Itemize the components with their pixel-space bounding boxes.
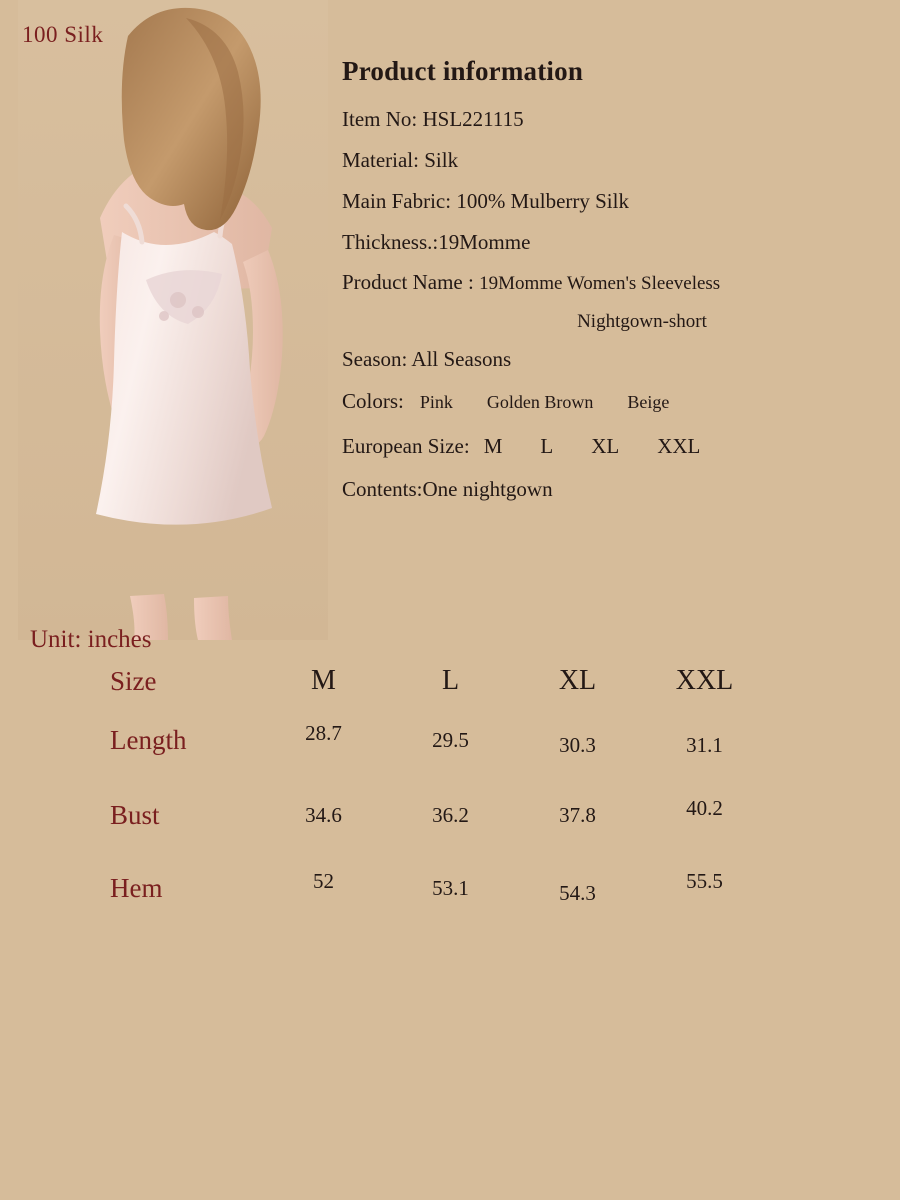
contents-label: Contents: [342,476,423,501]
length-l: 29.5 [432,728,469,752]
thickness-value: .:19Momme [427,230,531,255]
column-header-xl: XL [558,665,597,696]
hem-xxl: 55.5 [686,869,723,893]
material-line [342,148,882,172]
european-size-row [342,434,882,459]
product-name-value-second-line: Nightgown-short [577,311,707,333]
hem-xl: 54.3 [559,881,596,905]
thickness-label: Thickness [342,230,428,255]
product-name-value: 19Momme Women's Sleeveless [479,272,721,294]
material-label: Material: [342,148,425,173]
length-xl: 30.3 [559,733,596,757]
season-value: All Seasons [411,347,512,372]
material-value: Silk [424,148,459,173]
item-no-label: Item No: [342,107,423,131]
main-fabric-label: Main Fabric: [342,189,457,214]
season-line [342,347,882,371]
column-header-m: M [311,665,336,696]
product-information-section [342,56,882,518]
length-m: 28.7 [305,721,342,745]
european-size-xxl: XXL [657,433,701,458]
bust-xl: 37.8 [559,803,596,827]
product-name-line [342,270,882,295]
contents-line [342,477,882,501]
season-label: Season: [342,347,412,372]
main-fabric-line [342,189,882,213]
length-xxl: 31.1 [686,733,723,757]
bust-xxl: 40.2 [686,796,723,820]
row-label-bust: Bust [110,800,160,830]
unit-label: Unit: inches [30,626,152,653]
thickness-line [342,230,882,254]
colors-row [342,389,882,414]
hem-l: 53.1 [432,876,469,900]
size-header-label: Size [110,665,157,696]
item-no-value: HSL221115 [422,107,524,131]
product-information-heading: Product information [342,56,584,86]
european-size-l: L [540,433,554,458]
column-header-xxl: XXL [675,665,734,696]
contents-value: One nightgown [422,476,553,501]
size-chart-table [110,665,850,904]
color-option-golden-brown: Golden Brown [486,391,594,412]
table-row [110,869,850,905]
hem-m: 52 [313,869,334,893]
table-header-row [110,665,850,697]
product-name-label: Product Name : [342,269,480,294]
table-row [110,796,850,831]
european-size-label: European Size: [342,433,470,458]
row-label-length: Length [110,725,187,755]
product-photo [18,0,328,640]
bust-l: 36.2 [432,803,469,827]
item-no-line [342,107,882,131]
colors-label: Colors: [342,388,404,413]
main-fabric-value: 100% Mulberry Silk [456,189,629,214]
row-label-hem: Hem [110,873,163,903]
european-size-m: M [483,433,503,458]
silk-badge: 100 Silk [22,22,104,47]
table-row [110,721,850,757]
color-option-pink: Pink [419,391,453,412]
column-header-l: L [441,665,460,696]
color-option-beige: Beige [627,391,670,412]
bust-m: 34.6 [305,803,342,827]
european-size-xl: XL [591,433,620,458]
